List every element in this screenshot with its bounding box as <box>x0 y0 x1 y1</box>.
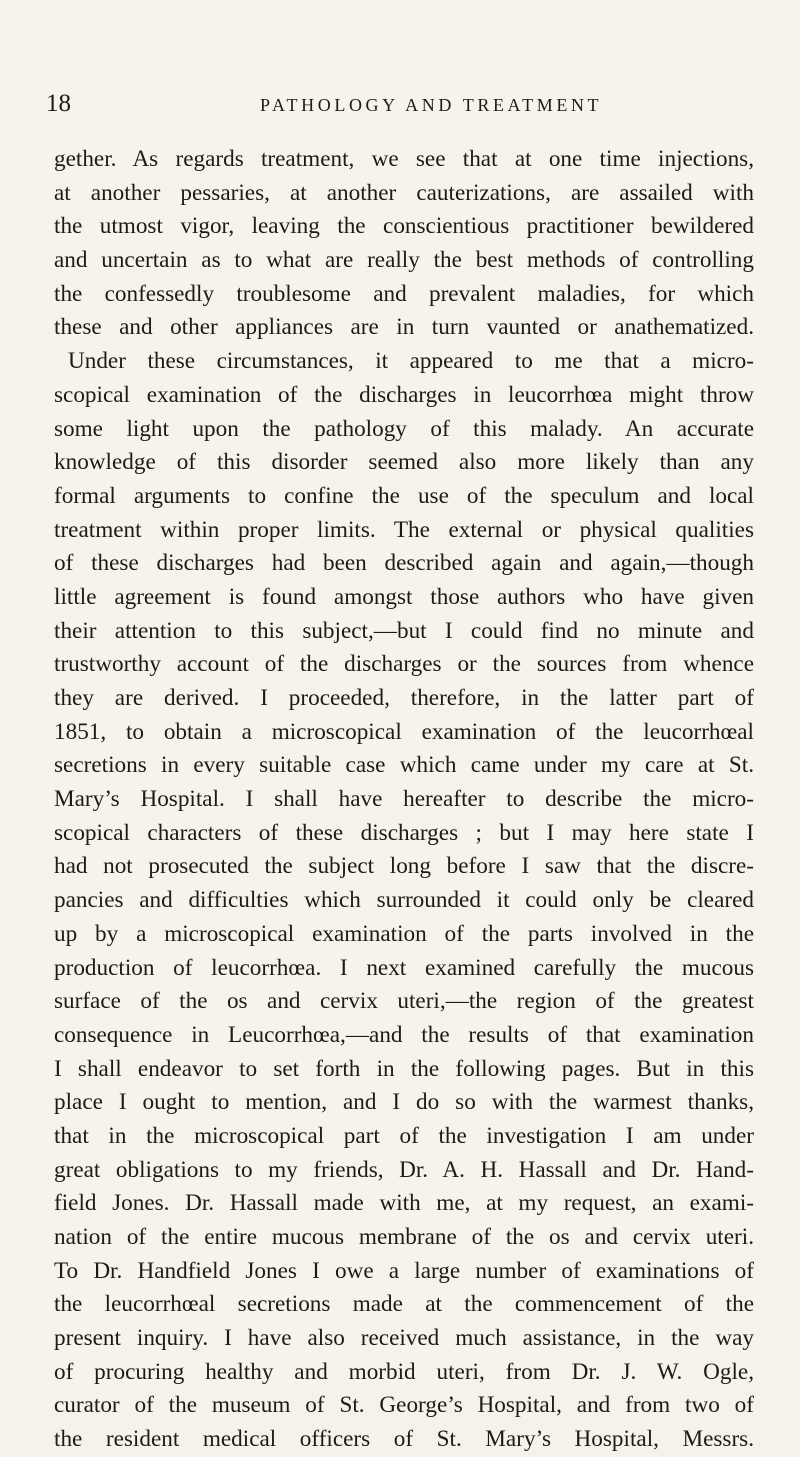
text-line: present inquiry. I have also received much assistance, in the way <box>54 1325 754 1352</box>
text-line: had not prosecuted the subject long before I saw that the discre- <box>54 853 754 880</box>
text-line: 1851, to obtain a microscopical examination of the leucorrhœal <box>54 718 754 745</box>
text-line: consequence in Leucorrhœa,—and the results of that examination <box>54 1021 754 1048</box>
text-line: little agreement is found amongst those authors who have given <box>54 583 754 610</box>
text-line: place I ought to mention, and I do so with the warmest thanks, <box>54 1089 754 1116</box>
text-line: secretions in every suitable case which came under my care at St. <box>54 752 754 779</box>
text-line: the resident medical officers of St. Mary’s Hospital, Messrs. <box>54 1426 754 1453</box>
text-line: curator of the museum of St. George’s Hospital, and from two of <box>54 1392 754 1419</box>
text-line: Under these circumstances, it appeared to me that a micro- <box>68 348 754 375</box>
text-line: scopical characters of these discharges ; but I may here state I <box>54 819 754 846</box>
text-line: treatment within proper limits. The external or physical qualities <box>54 516 754 543</box>
text-line: of procuring healthy and morbid uteri, from Dr. J. W. Ogle, <box>54 1358 754 1385</box>
text-line: of these discharges had been described again and again,—though <box>54 550 754 577</box>
text-line: and uncertain as to what are really the best methods of controlling <box>54 247 754 274</box>
text-line: up by a microscopical examination of the parts involved in the <box>54 920 754 947</box>
text-line: scopical examination of the discharges in leucorrhœa might throw <box>54 381 754 408</box>
text-line: To Dr. Handfield Jones I owe a large number of examinations of <box>54 1257 754 1284</box>
text-line: trustworthy account of the discharges or the sources from whence <box>54 651 754 678</box>
text-line: the utmost vigor, leaving the conscientious practitioner bewildered <box>54 213 754 240</box>
text-line: Mary’s Hospital. I shall have hereafter to describe the micro- <box>54 786 754 813</box>
text-line: I shall endeavor to set forth in the following pages. But in this <box>54 1055 754 1082</box>
running-title: PATHOLOGY AND TREATMENT <box>260 95 603 115</box>
running-head <box>46 90 756 118</box>
body-text <box>54 143 754 1457</box>
text-line: nation of the entire mucous membrane of the os and cervix uteri. <box>54 1224 754 1250</box>
text-line: that in the microscopical part of the investigation I am under <box>54 1122 754 1149</box>
text-line: they are derived. I proceeded, therefore, in the latter part of <box>54 685 754 711</box>
text-line: knowledge of this disorder seemed also more likely than any <box>54 449 754 476</box>
text-line: their attention to this subject,—but I could find no minute and <box>54 617 754 644</box>
text-line: gether. As regards treatment, we see that at one time injections, <box>54 146 754 172</box>
text-line: production of leucorrhœa. I next examined carefully the mucous <box>54 954 754 981</box>
text-line: the confessedly troublesome and prevalent maladies, for which <box>54 280 754 307</box>
text-line: surface of the os and cervix uteri,—the region of the greatest <box>54 988 754 1015</box>
page-number: 18 <box>46 90 71 117</box>
text-line: formal arguments to confine the use of the speculum and local <box>54 482 754 509</box>
text-line: at another pessaries, at another cauterizations, are assailed with <box>54 179 754 206</box>
text-line: field Jones. Dr. Hassall made with me, at my request, an exami- <box>54 1190 754 1217</box>
text-line: these and other appliances are in turn vaunted or anathematized. <box>54 314 754 341</box>
text-line: great obligations to my friends, Dr. A. H. Hassall and Dr. Hand- <box>54 1156 754 1183</box>
text-line: the leucorrhœal secretions made at the commencement of the <box>54 1291 754 1318</box>
text-line: some light upon the pathology of this malady. An accurate <box>54 415 754 442</box>
text-line: pancies and difficulties which surrounded it could only be cleared <box>54 887 754 914</box>
